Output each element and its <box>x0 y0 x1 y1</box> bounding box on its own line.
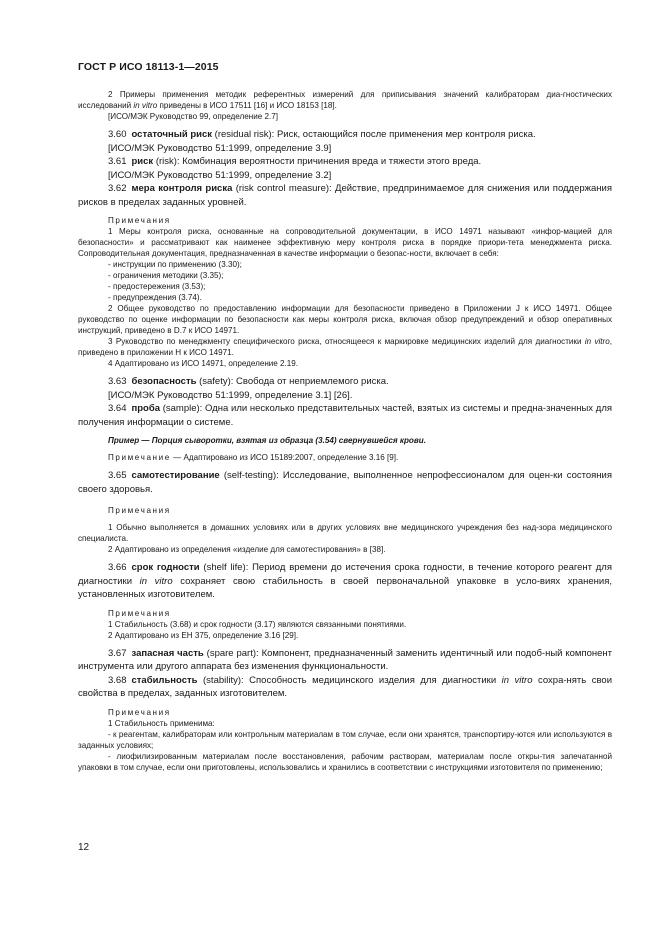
list-item: - предостережения (3.53); <box>108 282 206 291</box>
term-name: мера контроля риска <box>131 183 233 194</box>
list-item: - предупреждения (3.74). <box>108 293 202 302</box>
term-definition: (residual risk): Риск, остающийся после применения мер контроля риска. <box>214 129 536 140</box>
term-number: 3.64 <box>108 403 127 414</box>
source-reference: [ИСО/МЭК Руководство 51:1999, определение 3.1] [26]. <box>108 389 353 401</box>
term-number: 3.60 <box>108 129 127 140</box>
term-number: 3.62 <box>108 183 127 194</box>
term-definition: (safety): Свобода от неприемлемого риска. <box>199 376 389 387</box>
note-item: 2 Адаптировано из определения «изделие для самотестирования» в [38]. <box>108 545 386 554</box>
notes-heading: Примечания <box>108 216 171 225</box>
note-item: 1 Стабильность (3.68) и срок годности (3.17) являются связанными понятиями. <box>108 619 407 629</box>
notes-heading: Примечания <box>108 707 171 717</box>
note-item: 4 Адаптировано из ИСО 14971, определение 2.19. <box>108 359 299 368</box>
note-item: 2 Общее руководство по предоставлению информации для безопасности приведено в Приложении J к ИСО 14971. Общее руководство по оценке информации по безопасности как меры контроля риска, включая обзор предупреждений и обзор оперативных инструкций, приведено в D.7 к ИСО 14971. <box>78 304 612 335</box>
term-number: 3.66 <box>108 562 127 573</box>
example-text: Пример — Порция сыворотки, взятая из образца (3.54) свернувшейся крови. <box>108 436 426 445</box>
term-name: остаточный риск <box>131 129 213 140</box>
term-name: запасная часть <box>131 647 204 659</box>
term-name: самотестирование <box>131 470 220 481</box>
term-entry <box>78 469 612 496</box>
term-number: 3.65 <box>108 470 127 481</box>
list-item: - к реагентам, калибраторам или контрольным материалам в том случае, если они хранятся, транспортиру-ются или используются в заданных условиях; <box>78 729 612 750</box>
term-name: риск <box>131 156 154 167</box>
term-definition: (self-testing): Исследование, выполненное непрофессионалом для оцен-ки состояния своего здоровья. <box>78 470 612 495</box>
note-item: 2 Примеры применения методик референтных измерений для приписывания значений калибраторам диа-гностических исследований in vitro приведены в ИСО 17511 [16] и ИСО 18153 [18]. <box>78 90 612 110</box>
term-definition: (sample): Одна или несколько представительных частей, взятых из системы и предна-значенных для получения информации о системе. <box>78 403 613 428</box>
notes-heading: Примечания <box>108 506 171 515</box>
list-item: - лиофилизированным материалам после восстановления, рабочим растворам, материалам после откры-тия запечатанной упаковки в том случае, если они приготовлены, использовались и хранились в соответствии с инструкциями изготовителя по применению; <box>78 751 612 772</box>
source-reference: [ИСО/МЭК Руководство 99, определение 2.7] <box>108 112 278 121</box>
term-number: 3.63 <box>108 376 127 387</box>
term-definition: (risk control measure): Действие, предпринимаемое для снижения или поддержания рисков в пределах заданных уровней. <box>78 183 613 208</box>
term-name: стабильность <box>131 674 198 686</box>
source-reference: [ИСО/МЭК Руководство 51:1999, определение 3.2] <box>108 169 332 181</box>
term-entry <box>78 182 612 209</box>
term-definition: (risk): Комбинация вероятности причинения вреда и тяжести этого вреда. <box>155 156 482 167</box>
term-number: 3.68 <box>108 674 127 686</box>
term-name: проба <box>131 403 160 414</box>
italic-term: in vitro <box>139 575 173 587</box>
list-item: - ограничения методики (3.35); <box>108 271 224 280</box>
document-header: ГОСТ Р ИСО 18113-1—2015 <box>78 61 219 73</box>
term-entry <box>78 561 612 602</box>
note-label: Примечание <box>108 453 171 462</box>
note-item: 1 Меры контроля риска, основанные на сопроводительной документации, в ИСО 14971 называют «инфор-мацией для безопасности» и рассматривают как наименее эффективную меру контроля риска в порядке приори-тета менеджмента риска. Сопроводительная документация, предназначенная в качестве информации о безопас-ности, включает в себя: <box>78 227 612 258</box>
term-number: 3.67 <box>108 647 127 659</box>
term-entry <box>78 128 612 142</box>
list-item: - инструкции по применению (3.30); <box>108 260 242 269</box>
page-number: 12 <box>78 842 90 853</box>
notes-heading: Примечания <box>108 608 171 618</box>
italic-term: in vitro <box>501 674 533 686</box>
italic-term: in vitro <box>584 337 610 346</box>
term-entry <box>78 647 612 674</box>
note-item: 1 Стабильность применима: <box>108 718 215 728</box>
term-definition: (shelf life): Период времени до истечения срока годности, в течение которого реагент для диагностики in vitro сохраняет свою стабильность в своей первоначальной упаковке в усло-виях хранения, установленных изготовителем. <box>78 562 612 600</box>
term-number: 3.61 <box>108 156 127 167</box>
italic-term: in vitro <box>133 101 158 110</box>
note-item: 2 Адаптировано из ЕН 375, определение 3.16 [29]. <box>108 630 299 640</box>
term-definition: (stability): Способность медицинского изделия для диагностики in vitro сохра-нять свои свойства в пределах, заданных изготовителем. <box>78 674 613 699</box>
page-body <box>78 89 612 773</box>
note-inline <box>78 452 612 463</box>
note-item: 3 Руководство по менеджменту специфического риска, относящееся к маркировке медицинских изделий для диагностики in vitro, приведено в приложении Н к ИСО 14971. <box>78 337 612 357</box>
term-entry <box>78 375 612 389</box>
term-definition: (spare part): Компонент, предназначенный заменить идентичный или подоб-ный компонент инструмента или другого аппарата без изменения функциональности. <box>78 647 613 672</box>
term-entry <box>78 402 612 429</box>
note-text: — Адаптировано из ИСО 15189:2007, определение 3.16 [9]. <box>173 453 399 462</box>
term-entry <box>78 155 612 169</box>
term-name: срок годности <box>131 562 200 573</box>
note-item: 1 Обычно выполняется в домашних условиях или в других условиях вне медицинского учреждения без над-зора медицинского специалиста. <box>78 523 612 543</box>
term-name: безопасность <box>131 376 197 387</box>
term-entry <box>78 674 612 701</box>
source-reference: [ИСО/МЭК Руководство 51:1999, определение 3.9] <box>108 142 332 154</box>
